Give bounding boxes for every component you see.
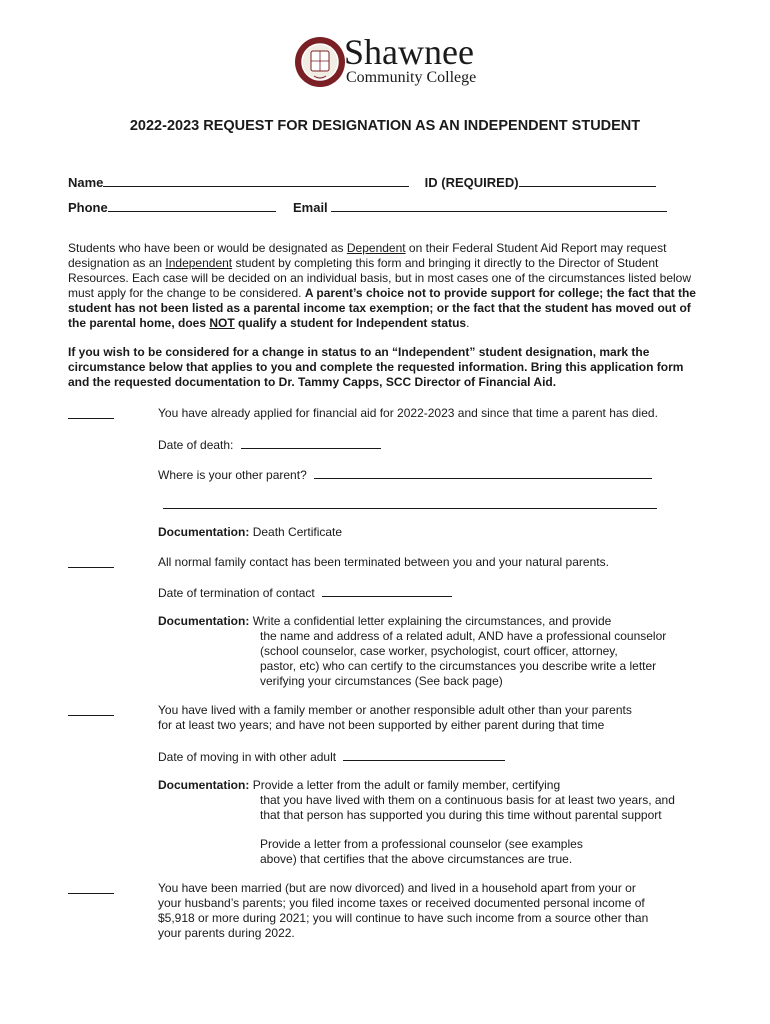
phone-label: Phone	[68, 200, 108, 215]
checkbox-line-termination[interactable]	[68, 567, 114, 568]
checkbox-line-lived-with-adult[interactable]	[68, 715, 114, 716]
documentation-line: above) that certifies that the above circumstances are true.	[260, 852, 573, 866]
termination-date-input[interactable]	[322, 584, 452, 597]
documentation-label: Documentation:	[158, 525, 250, 539]
logo-subtitle: Community College	[346, 69, 477, 86]
checkbox-line-death[interactable]	[68, 418, 114, 419]
date-of-death-label: Date of death:	[158, 438, 234, 452]
section-divorced-text-line: You have been married (but are now divorced) and lived in a household apart from your or	[158, 881, 636, 895]
logo-name: Shawnee	[344, 32, 474, 72]
section-divorced-text-line: your parents during 2022.	[158, 926, 295, 940]
section-lived-text-line: for at least two years; and have not been supported by either parent during that time	[158, 718, 605, 732]
documentation-label: Documentation:	[158, 614, 250, 628]
documentation-line: the name and address of a related adult, AND have a professional counselor	[260, 629, 667, 643]
moving-date-input[interactable]	[343, 748, 505, 761]
documentation-line: Provide a letter from the adult or family member, certifying	[252, 778, 561, 792]
lived-documentation-label-row	[158, 778, 560, 793]
instructions-paragraph: If you wish to be considered for a change in status to an “Independent” student designation, mark the circumstance below that applies to you and complete the requested information. Bring this application form and the requested documentation to Dr. Tammy Capps, SCC Director of Financial Aid.	[68, 345, 684, 389]
college-seal-icon	[294, 36, 346, 88]
termination-date-row	[158, 584, 452, 601]
documentation-line: pastor, etc) who can certify to the circumstances you describe write a letter	[260, 659, 657, 673]
name-input-line[interactable]	[103, 174, 409, 187]
section-divorced-text-line: your husband’s parents; you filed income taxes or received documented personal income of	[158, 896, 645, 910]
death-documentation	[158, 525, 342, 540]
name-label: Name	[68, 175, 104, 190]
other-parent-row	[158, 466, 652, 483]
dependent-term: Dependent	[346, 241, 406, 255]
section-death-text: You have already applied for financial aid for 2022-2023 and since that time a parent has died.	[158, 406, 658, 420]
other-parent-input[interactable]	[314, 466, 652, 479]
section-termination-text: All normal family contact has been terminated between you and your natural parents.	[158, 555, 609, 569]
section-lived-text-line: You have lived with a family member or another responsible adult other than your parents	[158, 703, 632, 717]
phone-email-row	[68, 199, 667, 215]
other-parent-input-line2[interactable]	[163, 508, 657, 509]
documentation-line: that you have lived with them on a continuous basis for at least two years, and	[260, 793, 675, 807]
documentation-line: that that person has supported you during this time without parental support	[260, 808, 662, 822]
not-term: NOT	[209, 316, 235, 330]
independent-term: Independent	[165, 256, 233, 270]
intro-paragraph: Students who have been or would be designated as Dependent on their Federal Student Aid Report may request designation as an Independent student by completing this form and bringing it directly to the Director of Student Resources. Each case will be decided on an individual basis, but in most cases one of the circumstances listed below must apply for the change to be considered. A parent’s choice not to provide support for college; the fact that the student has not been listed as a parental income tax exemption; or the fact that the student has moved out of the parental home, does NOT qualify a student for Independent status.	[68, 241, 696, 330]
email-label: Email	[292, 200, 328, 215]
page-title: 2022-2023 REQUEST FOR DESIGNATION AS AN INDEPENDENT STUDENT	[129, 118, 641, 134]
moving-date-row	[158, 748, 505, 765]
documentation-line: verifying your circumstances (See back page)	[260, 674, 503, 688]
documentation-line: Write a confidential letter explaining the circumstances, and provide	[252, 614, 612, 628]
documentation-line: Provide a letter from a professional counselor (see examples	[260, 837, 583, 851]
email-input-line[interactable]	[331, 199, 667, 212]
other-parent-label: Where is your other parent?	[158, 468, 307, 482]
id-label: ID (REQUIRED)	[424, 175, 519, 190]
date-of-death-input[interactable]	[241, 436, 381, 449]
documentation-line: (school counselor, case worker, psychologist, court officer, attorney,	[260, 644, 618, 658]
documentation-label: Documentation:	[158, 778, 250, 792]
college-logo	[294, 32, 494, 92]
termination-date-label: Date of termination of contact	[158, 586, 315, 600]
phone-input-line[interactable]	[108, 199, 276, 212]
section-divorced-text-line: $5,918 or more during 2021; you will continue to have such income from a source other than	[158, 911, 649, 925]
date-of-death-row	[158, 436, 381, 453]
documentation-text: Death Certificate	[252, 525, 343, 539]
moving-date-label: Date of moving in with other adult	[158, 750, 337, 764]
name-id-row	[68, 174, 656, 190]
checkbox-line-divorced[interactable]	[68, 893, 114, 894]
termination-documentation-label-row	[158, 614, 611, 629]
id-input-line[interactable]	[519, 174, 656, 187]
